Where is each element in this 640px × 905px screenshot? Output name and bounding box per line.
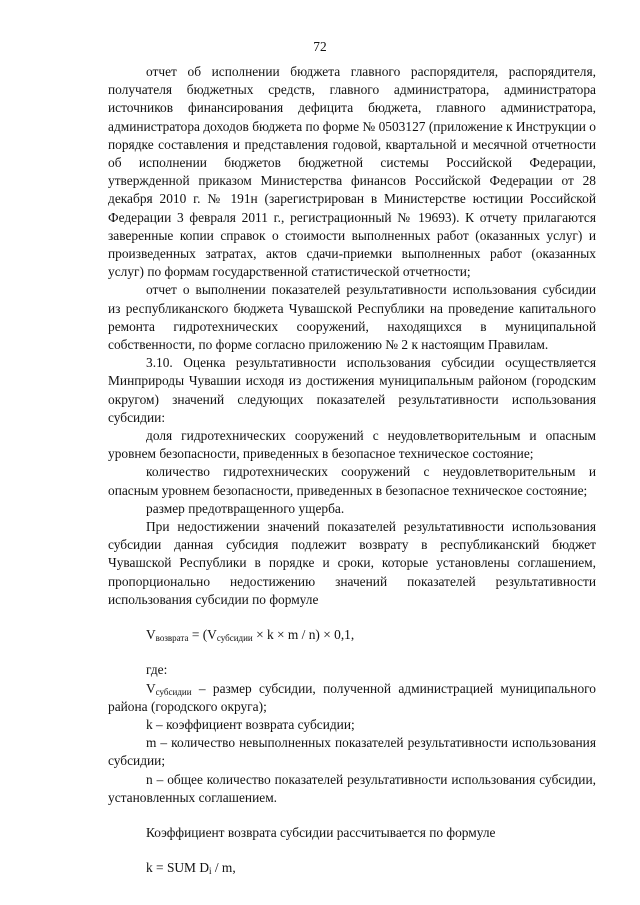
paragraph: размер предотвращенного ущерба. [146,500,345,516]
paragraph: отчет о выполнении показателей результативности использования субсидии из республиканского бюджета Чувашской Республики на проведение капитального ремонта гидротехнических сооружений, находящихся в муниципальной собственности, по форме согласно приложению № 2 к настоящим Правилам. [108,282,596,353]
formula-eq-open: = (V [188,627,217,643]
paragraph: 3.10. Оценка результативности использования субсидии осуществляется Минприроды Чувашии исходя из достижения муниципальным районом (городским округом) значений следующих показателей результативности использования субсидии: [108,355,596,425]
definition-k: k – коэффициент возврата субсидии; [146,716,355,732]
definition-m: m – количество невыполненных показателей результативности использования субсидии; [108,735,596,769]
formula-v: V [146,627,156,643]
where-label: где: [146,662,168,678]
formula-return [108,626,596,644]
paragraph: При недостижении значений показателей результативности использования субсидии данная субсидия подлежит возврату в республиканский бюджет Чувашской Республики в порядке и сроки, которые установлены соглашением, пропорционально недостижению значений показателей результативности использования субсидии по формуле [108,519,596,607]
page-number: 72 [313,39,327,54]
formula-sub-return: возврата [155,633,189,644]
formula2-start: k = SUM D [146,860,209,876]
formula-sub-subsidy: субсидии [216,633,253,644]
definition-n: n – общее количество показателей результативности использования субсидии, установленных соглашением. [108,771,596,805]
formula-rest: × k × m / n) × 0,1, [252,627,355,643]
paragraph: количество гидротехнических сооружений с неудовлетворительным и опасным уровнем безопасности, приведенных в безопасное техническое состояние; [108,464,596,498]
def-v-symbol: V [146,680,156,696]
def-v-sub: субсидии [155,686,192,697]
coefficient-intro: Коэффициент возврата субсидии рассчитывается по формуле [146,824,496,840]
paragraph: отчет об исполнении бюджета главного распорядителя, распорядителя, получателя бюджетных средств, главного администратора, администратора источников финансирования дефицита бюджета, главного администратора, администратора доходов бюджета по форме № 0503127 (приложение к Инструкции о порядке составления и представления годовой, квартальной и месячной отчетности об исполнении бюджетов бюджетной системы Российской Федерации, утвержденной приказом Министерства финансов Российской Федерации от 28 декабря 2010 г. № 191н (зарегистрирован в Министерстве юстиции Российской Федерации 3 февраля 2011 г., регистрационный № 19693). К отчету прилагаются заверенные копии справок о стоимости выполненных работ (оказанных услуг) и произведенных затратах, актов сдачи-приемки выполненных работ (оказанных услуг) по формам государственной статистической отчетности; [108,64,596,280]
document-body [108,63,596,877]
formula2-sub: i [208,866,212,877]
formula-coefficient [108,859,596,877]
definition-v [108,680,596,716]
paragraph: доля гидротехнических сооружений с неудовлетворительным и опасным уровнем безопасности, приведенных в безопасное техническое состояние; [108,428,596,462]
formula2-end: / m, [211,860,236,876]
def-v-text: – размер субсидии, полученной администрацией муниципального района (городского округа); [108,680,596,714]
